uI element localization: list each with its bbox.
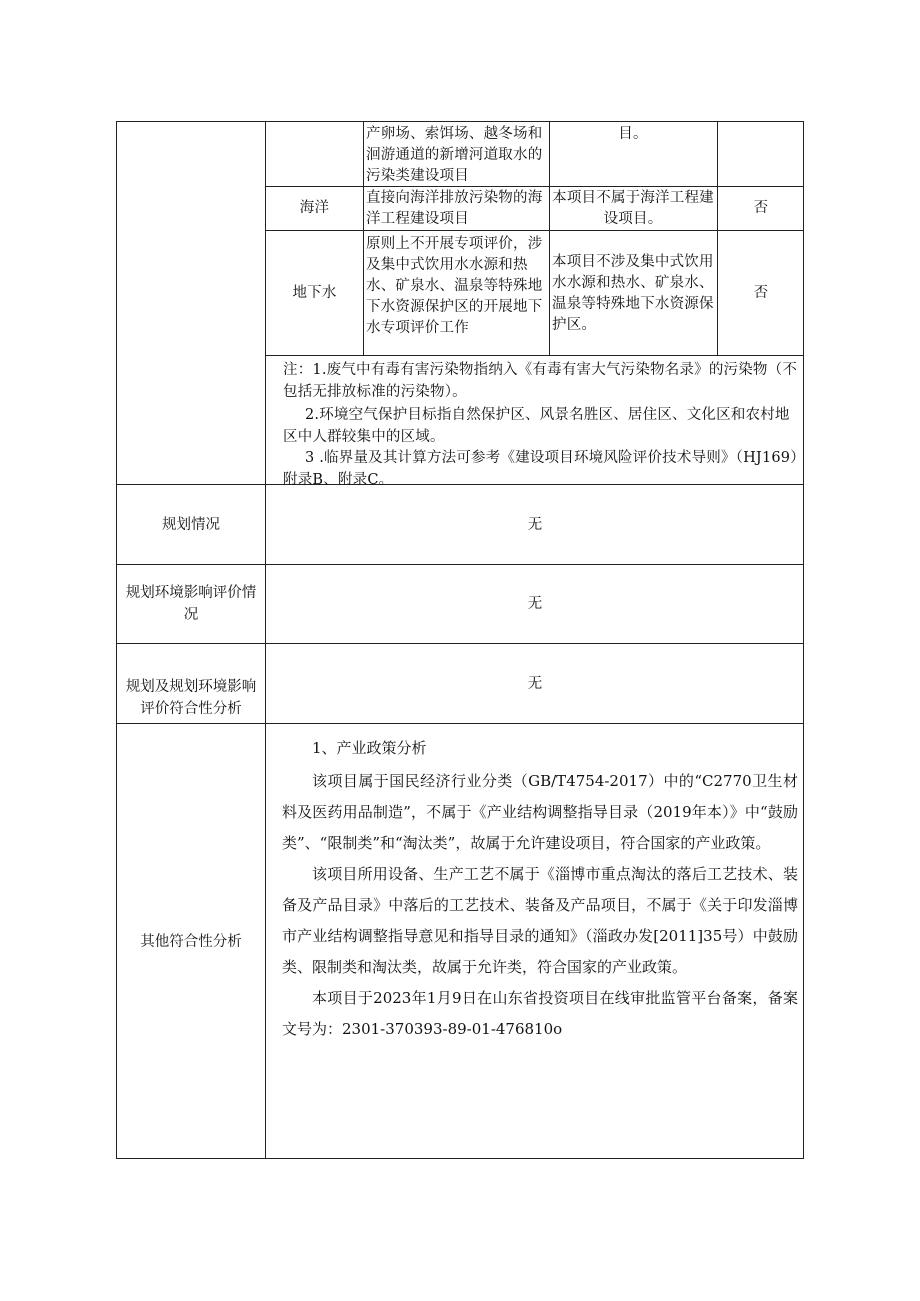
planning-conformity-value: 无 bbox=[527, 675, 543, 692]
paragraph bbox=[282, 766, 798, 1045]
groundwater-situation: 本项目不涉及集中式饮用水水源和热水、矿泉水、温泉等特殊地下水资源保护区。 bbox=[552, 254, 714, 333]
planning-label: 规划情况 bbox=[162, 516, 220, 533]
divider bbox=[549, 121, 550, 355]
note-3: 3 .临界量及其计算方法可参考《建设项目环境风险评价技术导则》（HJ169）附录B、附录C。 bbox=[283, 450, 798, 488]
policy-paragraph-3: 本项目于2023年1月9日在山东省投资项目在线审批监管平台备案，备案文号为：2301-370393-89-01-476810o bbox=[282, 989, 798, 1038]
planning-eia-label: 规划环境影响评价情况 bbox=[125, 585, 257, 623]
policy-paragraph-2: 该项目所用设备、生产工艺不属于《淄博市重点淘汰的落后工艺技术、装备及产品目录》中落后的工艺技术、装备及产品项目，不属于《关于印发淄博市产业结构调整指导意见和指导目录的通知》（淄政办发[2011]35号）中鼓励类、限制类和淘汰类，故属于允许类，符合国家的产业政策。 bbox=[282, 865, 798, 976]
note-1: 注：1.废气中有毒有害污染物指纳入《有毒有害大气污染物名录》的污染物（不包括无排放标准的污染物）。 bbox=[283, 362, 798, 400]
groundwater-requirement: 原则上不开展专项评价，涉及集中式饮用水水源和热水、矿泉水、温泉等特殊地下水资源保护区的开展地下水专项评价工作 bbox=[366, 236, 543, 336]
policy-paragraph-1: 该项目属于国民经济行业分类（GB/T4754-2017）中的“C2770卫生材料及医药用品制造”，不属于《产业结构调整指导目录（2019年本）》中“鼓励类”、“限制类”和“淘汰类”，故属于允许建设项目，符合国家的产业政策。 bbox=[282, 772, 798, 852]
ocean-situation: 本项目不属于海洋工程建设项目。 bbox=[552, 190, 714, 227]
ocean-category: 海洋 bbox=[299, 200, 330, 216]
groundwater-conclusion: 否 bbox=[753, 284, 769, 301]
fish-requirement: 产卵场、索饵场、越冬场和洄游通道的新增河道取水的污染类建设项目 bbox=[366, 126, 543, 184]
groundwater-category: 地下水 bbox=[292, 284, 337, 301]
note-2: 2.环境空气保护目标指自然保护区、风景名胜区、居住区、文化区和农村地区中人群较集中的区域。 bbox=[283, 407, 790, 445]
divider bbox=[265, 355, 804, 356]
ocean-conclusion: 否 bbox=[753, 200, 769, 216]
planning-value: 无 bbox=[527, 516, 543, 533]
planning-eia-value: 无 bbox=[527, 596, 543, 612]
fish-situation: 目。 bbox=[618, 126, 648, 142]
ocean-requirement: 直接向海洋排放污染物的海洋工程建设项目 bbox=[366, 190, 543, 227]
planning-conformity-label: 规划及规划环境影响评价符合性分析 bbox=[125, 679, 257, 717]
other-label: 其他符合性分析 bbox=[140, 933, 242, 950]
divider bbox=[363, 121, 364, 355]
section-heading: 1、产业政策分析 bbox=[312, 739, 427, 757]
